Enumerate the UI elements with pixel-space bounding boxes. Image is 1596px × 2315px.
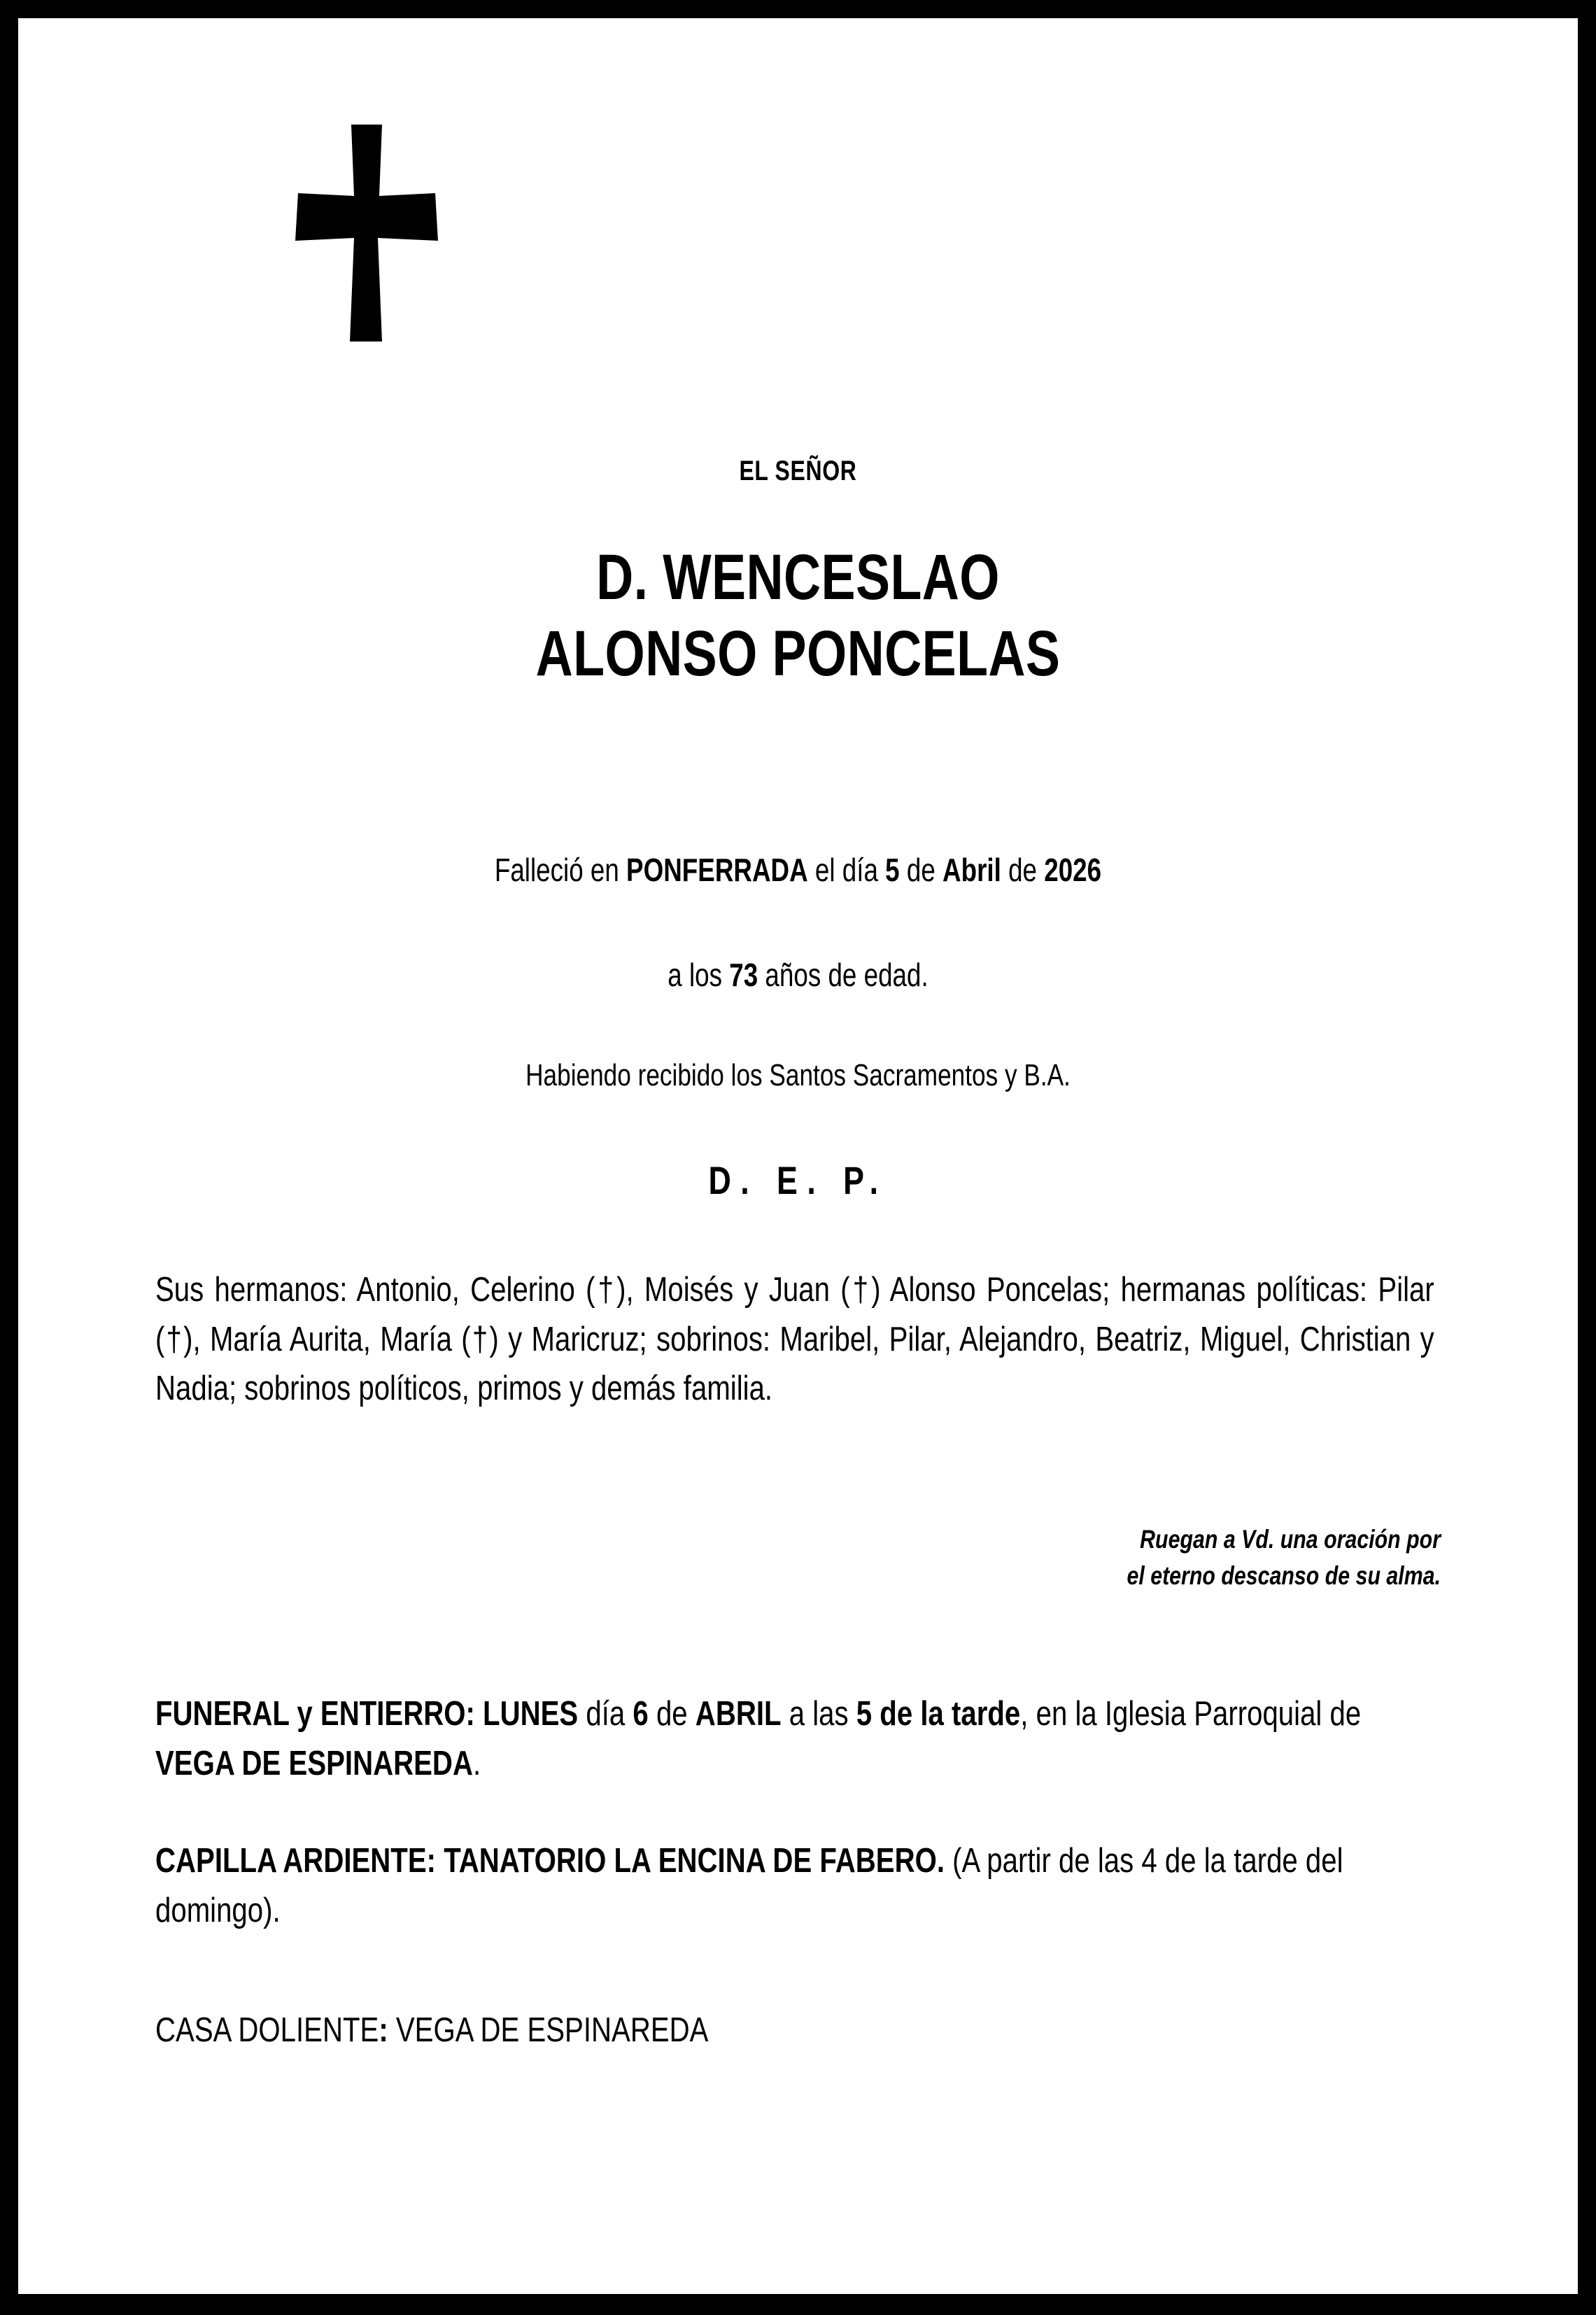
- death-place: PONFERRADA: [626, 852, 808, 888]
- deceased-name-line-1: D. WENCESLAO: [596, 542, 1000, 613]
- prayer-line-1: Ruegan a Vd. una oración por: [1140, 1525, 1441, 1554]
- funeral-mid-2: de: [648, 1695, 695, 1733]
- casa-colon: :: [379, 2011, 388, 2049]
- sacraments-line: Habiendo recibido los Santos Sacramentos y B.A.: [525, 1058, 1071, 1092]
- funeral-church: VEGA DE ESPINAREDA: [155, 1744, 473, 1782]
- capilla-detail: (A partir de las 4 de la tarde del domingo).: [155, 1842, 1343, 1929]
- death-prefix: Falleció en: [494, 852, 627, 888]
- death-line: [174, 851, 1422, 889]
- esquela-sheet: [18, 18, 1578, 2294]
- death-mid-2: de: [899, 852, 943, 888]
- funeral-mid-3: a las: [781, 1695, 856, 1733]
- casa-doliente-details: [155, 2006, 1434, 2055]
- funeral-mid-1: día: [578, 1695, 633, 1733]
- death-month: Abril: [942, 852, 1001, 888]
- latin-cross-icon: [269, 112, 465, 343]
- death-day: 5: [885, 852, 900, 888]
- age-line: [174, 956, 1422, 994]
- death-year: 2026: [1044, 852, 1102, 888]
- capilla-label: CAPILLA ARDIENTE: TANATORIO LA ENCINA DE FABERO.: [155, 1842, 945, 1880]
- prayer-line-2: el eterno descanso de su alma.: [1127, 1561, 1441, 1590]
- age-suffix: años de edad.: [758, 957, 928, 993]
- funeral-mid-4: , en la Iglesia Parroquial de: [1020, 1695, 1362, 1733]
- deceased-name: [174, 540, 1422, 691]
- casa-label: CASA DOLIENTE: [155, 2011, 379, 2049]
- death-mid-1: el día: [807, 852, 886, 888]
- lead-title: EL SEÑOR: [739, 456, 857, 486]
- funeral-label: FUNERAL y ENTIERRO: LUNES: [155, 1695, 579, 1733]
- age-value: 73: [729, 957, 758, 993]
- funeral-details: [155, 1689, 1434, 1788]
- death-mid-3: de: [1001, 852, 1045, 888]
- prayer-request: [1127, 1521, 1441, 1594]
- funeral-time: 5 de la tarde: [856, 1695, 1021, 1733]
- funeral-day: 6: [633, 1695, 649, 1733]
- funeral-month: ABRIL: [695, 1695, 782, 1733]
- family-paragraph: Sus hermanos: Antonio, Celerino (†), Moisés y Juan (†) Alonso Poncelas; hermanas políticas: Pilar (†), María Aurita, María (†) y Maricruz; sobrinos: Maribel, Pilar, Alejandro, Beatriz, Miguel, Christian y Nadia; sobrinos políticos, primos y demás familia.: [155, 1271, 1434, 1408]
- deceased-name-line-2: ALONSO PONCELAS: [535, 617, 1061, 689]
- capilla-ardiente-details: [155, 1836, 1434, 1935]
- funeral-tail: .: [472, 1744, 481, 1782]
- age-prefix: a los: [668, 957, 730, 993]
- casa-place: VEGA DE ESPINAREDA: [388, 2011, 709, 2049]
- dep-line: D. E. P.: [708, 1158, 888, 1202]
